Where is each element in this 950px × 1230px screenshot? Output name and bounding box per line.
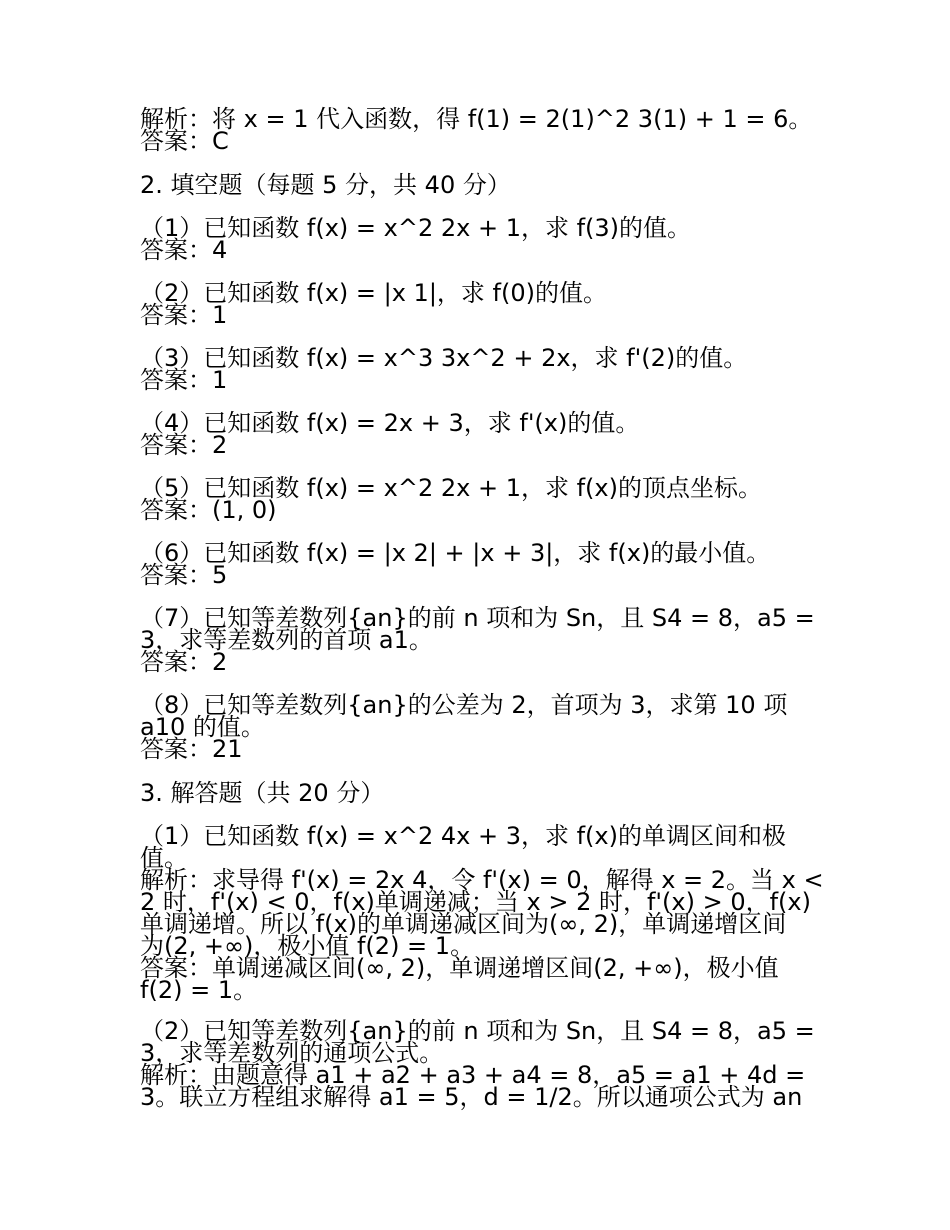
question-text: （7）已知等差数列{an}的前 n 项和为 Sn，且 S4 = 8，a5 =: [140, 604, 815, 632]
explanation-text-continued: 3。联立方程组求解得 a1 = 5，d = 1/2。所以通项公式为 an: [140, 1083, 803, 1111]
answer-text: 答案：单调递减区间(∞, 2)，单调递增区间(2, +∞)，极小值: [140, 954, 779, 982]
answer-text: 答案：(1, 0): [140, 496, 277, 524]
fill-blank-2: [140, 279, 810, 329]
explanation-text-continued: 单调递增。所以 f(x)的单调递减区间为(∞, 2)，单调递增区间: [140, 910, 787, 938]
answer-text: 答案：C: [140, 127, 229, 155]
solution-1: [140, 822, 824, 1004]
fill-blank-3: [140, 344, 810, 394]
question-text: （6）已知函数 f(x) = |x 2| + |x + 3|，求 f(x)的最小值。: [140, 539, 771, 567]
section-2-title: 2. 填空题（每题 5 分，共 40 分）: [140, 171, 511, 199]
question-text: （2）已知等差数列{an}的前 n 项和为 Sn，且 S4 = 8，a5 =: [140, 1017, 815, 1045]
fill-blank-4: [140, 409, 810, 459]
question-text: （8）已知等差数列{an}的公差为 2，首项为 3，求第 10 项: [140, 691, 788, 719]
fill-blank-7: [140, 604, 815, 676]
question-text: （1）已知函数 f(x) = x^2 4x + 3，求 f(x)的单调区间和极: [140, 822, 786, 850]
explanation-text-continued: 2 时，f'(x) < 0，f(x)单调递减；当 x > 2 时，f'(x) > 0，f(x): [140, 888, 811, 916]
solution-2: [140, 1017, 815, 1111]
fill-blank-1: [140, 214, 810, 264]
question-text: （5）已知函数 f(x) = x^2 2x + 1，求 f(x)的顶点坐标。: [140, 474, 762, 502]
question-text-continued: a10 的值。: [140, 713, 265, 741]
answer-text: 答案：5: [140, 561, 228, 589]
explanation-text: 解析：求导得 f'(x) = 2x 4，令 f'(x) = 0，解得 x = 2。当 x <: [140, 866, 824, 894]
question-text: （4）已知函数 f(x) = 2x + 3，求 f'(x)的值。: [140, 409, 640, 437]
top-solution: [140, 105, 813, 155]
answer-text: 答案：2: [140, 648, 228, 676]
question-text: （3）已知函数 f(x) = x^3 3x^2 + 2x，求 f'(2)的值。: [140, 344, 748, 372]
question-text: （2）已知函数 f(x) = |x 1|，求 f(0)的值。: [140, 279, 607, 307]
answer-text: 答案：21: [140, 735, 243, 763]
fill-blank-8: [140, 691, 810, 763]
explanation-text: 解析：将 x = 1 代入函数，得 f(1) = 2(1)^2 3(1) + 1 = 6。: [140, 105, 813, 133]
answer-text: 答案：4: [140, 236, 228, 264]
answer-text: 答案：1: [140, 301, 228, 329]
explanation-text: 解析：由题意得 a1 + a2 + a3 + a4 = 8，a5 = a1 + 4d =: [140, 1061, 806, 1089]
question-text-continued: 3，求等差数列的首项 a1。: [140, 626, 433, 654]
fill-blank-5: [140, 474, 810, 524]
answer-text-continued: f(2) = 1。: [140, 976, 258, 1004]
question-text-continued: 值。: [140, 844, 188, 872]
fill-blank-6: [140, 539, 810, 589]
answer-text: 答案：2: [140, 431, 228, 459]
section-3-title: 3. 解答题（共 20 分）: [140, 779, 385, 807]
question-text: （1）已知函数 f(x) = x^2 2x + 1，求 f(3)的值。: [140, 214, 692, 242]
answer-text: 答案：1: [140, 366, 228, 394]
question-text-continued: 3，求等差数列的通项公式。: [140, 1039, 444, 1067]
explanation-text-continued: 为(2, +∞)，极小值 f(2) = 1。: [140, 932, 475, 960]
